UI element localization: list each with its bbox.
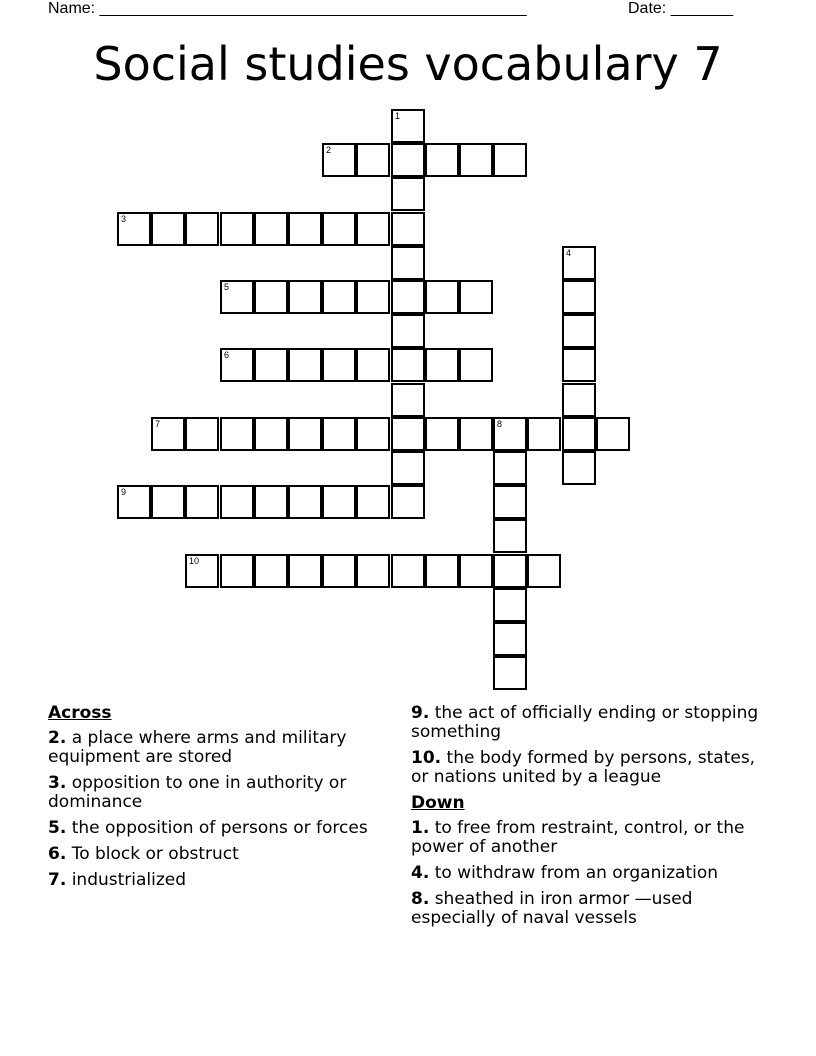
clue-number: 4.: [411, 863, 430, 883]
grid-cell[interactable]: [391, 109, 425, 143]
grid-cell[interactable]: [459, 280, 493, 314]
across-heading: Across: [48, 703, 112, 723]
down-heading: Down: [411, 793, 465, 813]
grid-cell[interactable]: [117, 485, 151, 519]
grid-cell[interactable]: [391, 348, 425, 382]
cell-number: 8: [497, 419, 503, 429]
grid-cell[interactable]: [493, 451, 527, 485]
cell-number: 1: [395, 111, 401, 121]
grid-cell[interactable]: [288, 212, 322, 246]
grid-cell[interactable]: [391, 417, 425, 451]
clue-text: opposition to one in authority or dominance: [48, 773, 347, 812]
grid-cell[interactable]: [596, 417, 630, 451]
clues-right-column: [411, 704, 761, 935]
grid-cell[interactable]: [425, 554, 459, 588]
grid-cell[interactable]: [562, 280, 596, 314]
across-clue-9: [411, 704, 761, 742]
grid-cell[interactable]: [493, 417, 527, 451]
grid-cell[interactable]: [322, 280, 356, 314]
grid-cell[interactable]: [391, 451, 425, 485]
cell-number: 3: [121, 214, 127, 224]
grid-cell[interactable]: [493, 588, 527, 622]
grid-cell[interactable]: [562, 417, 596, 451]
grid-cell[interactable]: [117, 212, 151, 246]
grid-cell[interactable]: [391, 314, 425, 348]
grid-cell[interactable]: [356, 280, 390, 314]
grid-cell[interactable]: [254, 280, 288, 314]
clue-number: 5.: [48, 818, 67, 838]
grid-cell[interactable]: [254, 348, 288, 382]
grid-cell[interactable]: [459, 348, 493, 382]
grid-cell[interactable]: [562, 314, 596, 348]
grid-cell[interactable]: [322, 212, 356, 246]
clue-number: 1.: [411, 818, 430, 838]
clue-number: 3.: [48, 773, 67, 793]
grid-cell[interactable]: [356, 348, 390, 382]
cell-number: 7: [155, 419, 161, 429]
grid-cell[interactable]: [425, 280, 459, 314]
grid-cell[interactable]: [220, 417, 254, 451]
grid-cell[interactable]: [391, 212, 425, 246]
grid-cell[interactable]: [220, 485, 254, 519]
across-clue-6: [48, 845, 398, 864]
clue-text: the body formed by persons, states, or nations united by a league: [411, 748, 756, 787]
clue-number: 6.: [48, 844, 67, 864]
grid-cell[interactable]: [391, 383, 425, 417]
across-clue-2: [48, 729, 398, 767]
grid-cell[interactable]: [459, 554, 493, 588]
grid-cell[interactable]: [356, 554, 390, 588]
across-clue-7: [48, 871, 398, 890]
grid-cell[interactable]: [185, 554, 219, 588]
grid-cell[interactable]: [425, 143, 459, 177]
grid-cell[interactable]: [493, 485, 527, 519]
grid-cell[interactable]: [459, 143, 493, 177]
clue-text: To block or obstruct: [66, 844, 239, 864]
grid-cell[interactable]: [185, 417, 219, 451]
page-title: Social studies vocabulary 7: [93, 37, 723, 91]
grid-cell[interactable]: [288, 348, 322, 382]
grid-cell[interactable]: [425, 417, 459, 451]
cell-number: 4: [566, 248, 572, 258]
grid-cell[interactable]: [151, 212, 185, 246]
grid-cell[interactable]: [493, 519, 527, 553]
grid-cell[interactable]: [322, 554, 356, 588]
grid-cell[interactable]: [459, 417, 493, 451]
grid-cell[interactable]: [185, 212, 219, 246]
grid-cell[interactable]: [322, 417, 356, 451]
grid-cell[interactable]: [493, 656, 527, 690]
grid-cell[interactable]: [562, 451, 596, 485]
grid-cell[interactable]: [151, 417, 185, 451]
grid-cell[interactable]: [493, 622, 527, 656]
grid-cell[interactable]: [391, 177, 425, 211]
grid-cell[interactable]: [322, 485, 356, 519]
grid-cell[interactable]: [322, 143, 356, 177]
grid-cell[interactable]: [391, 280, 425, 314]
grid-cell[interactable]: [356, 212, 390, 246]
clue-text: the act of officially ending or stopping something: [411, 703, 759, 742]
down-clue-1: [411, 819, 761, 857]
grid-cell[interactable]: [288, 417, 322, 451]
grid-cell[interactable]: [254, 554, 288, 588]
grid-cell[interactable]: [254, 417, 288, 451]
grid-cell[interactable]: [288, 554, 322, 588]
clue-number: 7.: [48, 870, 67, 890]
cell-number: 9: [121, 487, 127, 497]
grid-cell[interactable]: [527, 417, 561, 451]
grid-cell[interactable]: [356, 485, 390, 519]
clue-number: 9.: [411, 703, 430, 723]
grid-cell[interactable]: [220, 554, 254, 588]
grid-cell[interactable]: [562, 348, 596, 382]
clue-text: sheathed in iron armor —used especially of naval vessels: [411, 889, 693, 928]
clue-text: a place where arms and military equipment are stored: [48, 728, 347, 767]
grid-cell[interactable]: [391, 143, 425, 177]
clue-number: 2.: [48, 728, 67, 748]
clue-number: 10.: [411, 748, 442, 768]
grid-cell[interactable]: [527, 554, 561, 588]
grid-cell[interactable]: [391, 246, 425, 280]
grid-cell[interactable]: [185, 485, 219, 519]
grid-cell[interactable]: [391, 485, 425, 519]
across-clue-10: [411, 749, 761, 787]
across-clue-3: [48, 774, 398, 812]
grid-cell[interactable]: [391, 554, 425, 588]
grid-cell[interactable]: [254, 212, 288, 246]
clue-text: the opposition of persons or forces: [66, 818, 368, 838]
cell-number: 6: [224, 350, 230, 360]
cell-number: 10: [189, 556, 200, 566]
grid-cell[interactable]: [562, 383, 596, 417]
grid-cell[interactable]: [356, 417, 390, 451]
clues-left-column: [48, 704, 398, 897]
cell-number: 2: [326, 145, 332, 155]
clue-text: to withdraw from an organization: [429, 863, 719, 883]
grid-cell[interactable]: [562, 246, 596, 280]
grid-cell[interactable]: [220, 348, 254, 382]
grid-cell[interactable]: [254, 485, 288, 519]
grid-cell[interactable]: [220, 280, 254, 314]
clue-text: industrialized: [66, 870, 187, 890]
down-clue-4: [411, 864, 761, 883]
grid-cell[interactable]: [356, 143, 390, 177]
clue-number: 8.: [411, 889, 430, 909]
grid-cell[interactable]: [493, 554, 527, 588]
down-clue-8: [411, 890, 761, 928]
name-field: Name: ________________________________________________: [48, 0, 527, 17]
cell-number: 5: [224, 282, 230, 292]
grid-cell[interactable]: [288, 485, 322, 519]
grid-cell[interactable]: [322, 348, 356, 382]
grid-cell[interactable]: [151, 485, 185, 519]
grid-cell[interactable]: [493, 143, 527, 177]
date-field: Date: _______: [628, 0, 733, 17]
grid-cell[interactable]: [288, 280, 322, 314]
grid-cell[interactable]: [220, 212, 254, 246]
grid-cell[interactable]: [425, 348, 459, 382]
clue-text: to free from restraint, control, or the power of another: [411, 818, 745, 857]
across-clue-5: [48, 819, 398, 838]
